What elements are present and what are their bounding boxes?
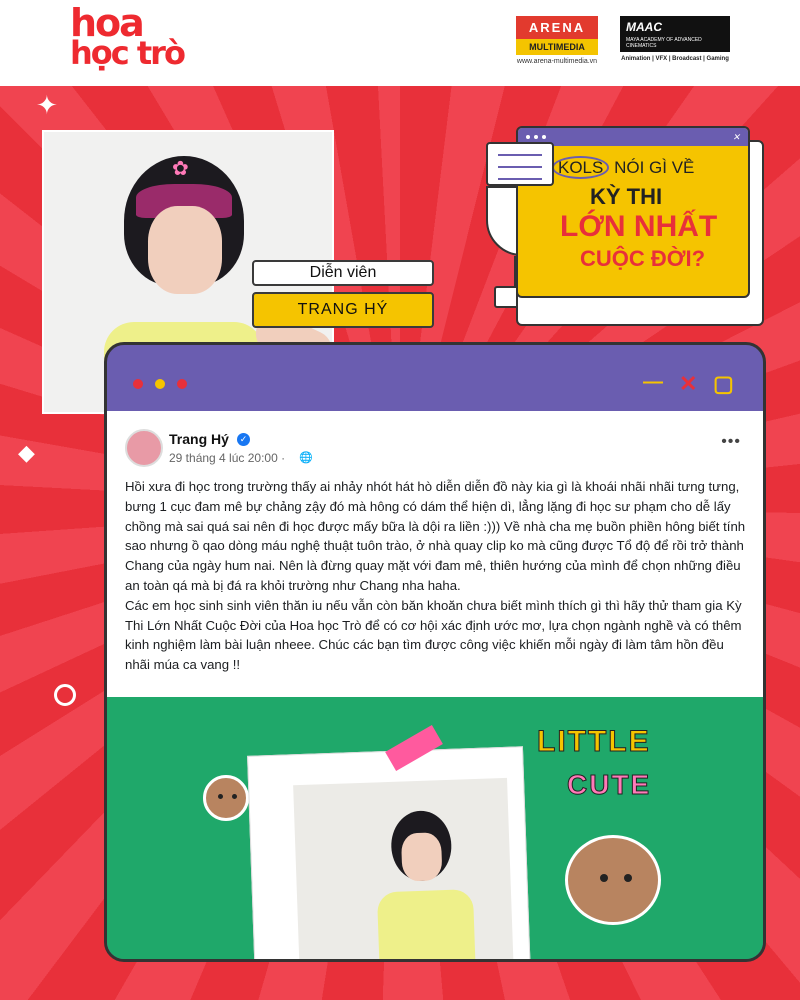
close-icon[interactable]: ✕ — [679, 371, 698, 396]
minimize-icon[interactable]: — — [643, 371, 663, 393]
post-body — [125, 477, 747, 675]
maac-logo-box — [620, 16, 730, 52]
role-label: Diễn viên — [252, 260, 434, 286]
arena-logo-top: ARENA — [516, 16, 598, 39]
polaroid-photo — [247, 746, 531, 959]
post-timestamp[interactable]: 29 tháng 4 lúc 20:00 · — [169, 451, 286, 465]
browser-window — [104, 342, 766, 962]
post-image[interactable] — [107, 697, 763, 959]
little-sticker — [537, 725, 651, 759]
window-dot-red-2[interactable] — [177, 379, 187, 389]
logo-line-2: học trò — [70, 34, 184, 72]
window-dot-red[interactable] — [133, 379, 143, 389]
star-icon: ✦ — [36, 90, 58, 120]
kol-title-line-2: KỲ THI — [590, 184, 663, 209]
teddy-bear-sticker — [203, 775, 249, 821]
facebook-post — [107, 411, 763, 697]
little-text: LITTLE — [537, 725, 651, 758]
kol-title-line-3: LỚN NHẤT — [560, 210, 718, 243]
window-titlebar — [107, 345, 763, 409]
maac-logo[interactable] — [620, 16, 730, 62]
kol-title-line-1-rest: NÓI GÌ VỀ — [609, 158, 695, 177]
hoa-hoc-tro-logo[interactable] — [70, 1, 184, 72]
verified-icon: ✓ — [237, 433, 250, 446]
flower-icon: ✿ — [172, 158, 189, 180]
logo-line-1: hoa — [70, 1, 143, 45]
kol-title-line-1 — [552, 158, 694, 178]
kol-title-line-4: CUỘC ĐỜI? — [580, 246, 706, 271]
post-paragraph-2: Các em học sinh sinh viên thăn iu nếu vẫn còn băn khoăn chưa biết mình thích gì thì hãy thử tham gia Kỳ Thi Lớn Nhất Cuộc Đời của Hoa học Trò để có cơ hội xác định ước mơ, lựa chọn ngành nghề và có thêm kinh nghiệm làm bài luận nheee. Chúc các bạn tìm được công việc khiến mỗi ngày đi làm tâm hồn đều nhãi múa ca vang !! — [125, 597, 742, 673]
arena-url: www.arena-multimedia.vn — [516, 58, 598, 65]
post-author[interactable]: Trang Hý — [169, 431, 229, 447]
maac-name: MAAC — [626, 20, 662, 34]
red-background — [0, 86, 800, 1000]
globe-icon: 🌐 — [299, 452, 313, 464]
chat-bubble-icon — [486, 142, 554, 186]
window-dot-yellow[interactable] — [155, 379, 165, 389]
cute-sticker — [567, 769, 651, 801]
close-icon: ✕ — [732, 131, 740, 142]
circle-decoration — [54, 684, 76, 706]
arena-logo-bottom: MULTIMEDIA — [516, 39, 598, 55]
more-options-icon[interactable]: ••• — [721, 433, 741, 450]
avatar[interactable] — [125, 429, 163, 467]
teddy-bear-sticker-large — [565, 835, 661, 925]
arena-multimedia-logo[interactable] — [516, 16, 598, 65]
post-paragraph-1: Hồi xưa đi học trong trường thấy ai nhảy nhót hát hò diễn diễn đồ này kia gì là khoái nhãi nhãi tưng tưng, bưng 1 cục đam mê bự chảng zậy đó mà hông có dám thể hiện dì, lẳng lặng đi học sư phạm cho dễ lấy chồng mà sai quá sai nên đi học được mấy bữa là dội ra liền :))) Về nhà cha mẹ buồn phiền hông biết tính sao nhưng ồ qao dòng máu nghệ thuật tuôn trào, ở nhà quay clip ko mà cũng được Tổ độ để rồi trở thành Chang của ngày hum nai. Nên là đừng quay mặt với đam mê, thiên hướng của mình để chọn những điều an toàn qá mà bị đá ra khỏi trường như Chang nha haha. — [125, 479, 746, 593]
maac-subtitle: MAYA ACADEMY OF ADVANCED CINEMATICS — [626, 37, 702, 49]
diamond-icon: ◆ — [18, 440, 35, 465]
kols-highlight: KOLS — [552, 156, 609, 179]
cute-text: CUTE — [567, 769, 652, 800]
maximize-icon[interactable]: ▢ — [713, 371, 734, 396]
maac-tags: Animation | VFX | Broadcast | Gaming — [621, 56, 729, 62]
header — [0, 0, 800, 86]
kol-name-label: TRANG HÝ — [252, 292, 434, 328]
